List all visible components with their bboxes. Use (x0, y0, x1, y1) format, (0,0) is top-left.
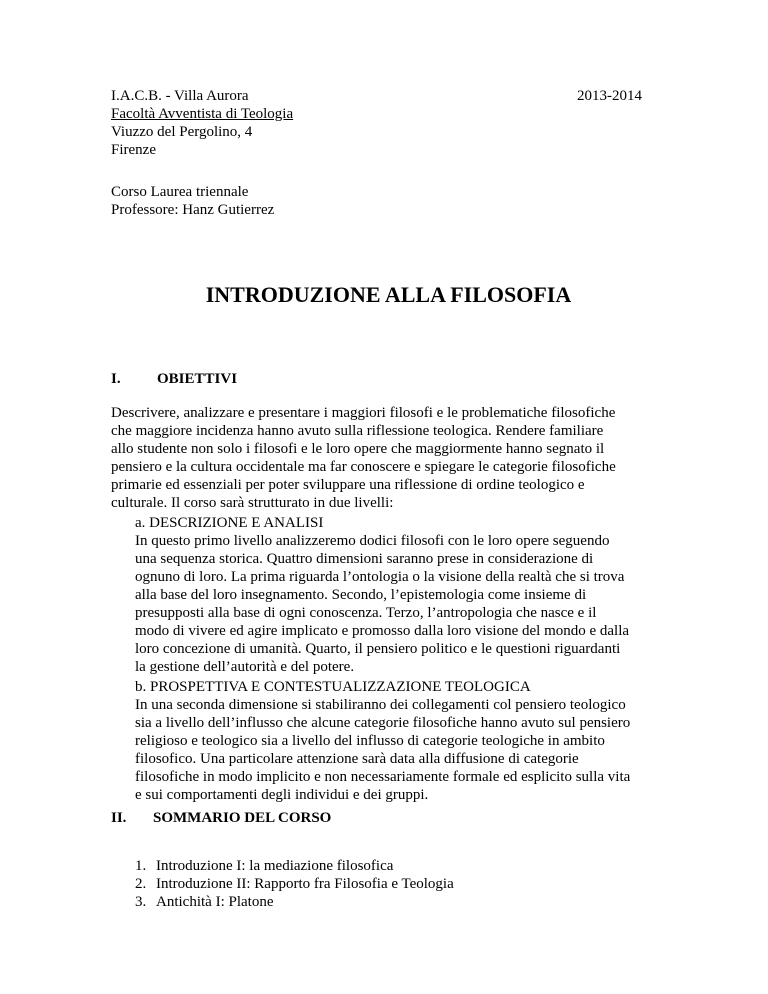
paragraph-line: ognuno di loro. La prima riguarda l’ontologia o la visione della realtà che si trova (135, 569, 625, 585)
objectives-paragraph (111, 404, 671, 512)
list-item-number: 2. (135, 876, 147, 892)
paragraph-line: filosofico. Una particolare attenzione sarà data alla diffusione di categorie (135, 751, 579, 767)
section-heading-objectives (111, 370, 237, 388)
paragraph-line: la gestione dell’autorità e del potere. (135, 659, 355, 675)
course-info-block (111, 183, 274, 219)
paragraph-line: In questo primo livello analizzeremo dodici filosofi con le loro opere seguendo (135, 533, 610, 549)
list-item-text: Introduzione II: Rapporto fra Filosofia e Teologia (156, 876, 454, 892)
subsection-heading: a. DESCRIZIONE E ANALISI (135, 515, 324, 531)
list-item-number: 1. (135, 858, 147, 874)
section-number: I. (111, 371, 121, 387)
list-item-text: Antichità I: Platone (156, 894, 274, 910)
subsection-description-analysis (135, 514, 675, 676)
city: Firenze (111, 142, 156, 158)
paragraph-line: filosofiche in modo implicito e non necessariamente formale ed esplicito sulla vita (135, 769, 631, 785)
paragraph-line: loro concezione di umanità. Quarto, il pensiero politico e le questioni riguardanti (135, 641, 621, 657)
institution-name: I.A.C.B. - Villa Aurora (111, 88, 249, 104)
section-heading-course-summary (111, 809, 331, 827)
list-item (135, 875, 454, 893)
list-item-text: Introduzione I: la mediazione filosofica (156, 858, 394, 874)
paragraph-line: religioso e teologico sia a livello del influsso di categorie teologiche in ambito (135, 733, 605, 749)
list-item (135, 857, 454, 875)
section-title: OBIETTIVI (157, 371, 238, 387)
paragraph-line: e sui comportamenti degli individui e dei gruppi. (135, 787, 429, 803)
paragraph-line: In una seconda dimensione si stabiliranno dei collegamenti col pensiero teologico (135, 697, 626, 713)
institution-address-block (111, 87, 293, 159)
section-number: II. (111, 810, 127, 826)
paragraph-line: sia a livello dell’influsso che alcune categorie filosofiche hanno avuto sul pensiero (135, 715, 631, 731)
course-professor: Professore: Hanz Gutierrez (111, 202, 275, 218)
list-item-number: 3. (135, 894, 147, 910)
paragraph-line: presupposti alla base di ogni conoscenza. Terzo, l’antropologia che nasce e il (135, 605, 597, 621)
academic-year: 2013-2014 (577, 88, 642, 104)
course-summary-list (135, 857, 454, 911)
paragraph-line: modo di vivere ed agire implicato e promosso dalla loro visione del mondo e dalla (135, 623, 630, 639)
paragraph-line: pensiero e la cultura occidentale ma far conoscere e spiegare le categorie filosofiche (111, 459, 616, 475)
section-title: SOMMARIO DEL CORSO (153, 810, 332, 826)
paragraph-line: una sequenza storica. Quattro dimensioni saranno prese in considerazione di (135, 551, 594, 567)
faculty-name: Facoltà Avventista di Teologia (111, 106, 294, 122)
paragraph-line: culturale. Il corso sarà strutturato in due livelli: (111, 495, 394, 511)
paragraph-line: allo studente non solo i filosofi e le loro opere che maggiormente hanno segnato il (111, 441, 605, 457)
paragraph-line: Descrivere, analizzare e presentare i maggiori filosofi e le problematiche filosofiche (111, 405, 616, 421)
street-address: Viuzzo del Pergolino, 4 (111, 124, 253, 140)
paragraph-line: che maggiore incidenza hanno avuto sulla riflessione teologica. Rendere familiare (111, 423, 604, 439)
list-item (135, 893, 454, 911)
course-level: Corso Laurea triennale (111, 184, 249, 200)
document-title: INTRODUZIONE ALLA FILOSOFIA (205, 282, 572, 307)
subsection-theological-perspective (135, 678, 675, 804)
paragraph-line: alla base del loro insegnamento. Secondo, l’epistemologia come insieme di (135, 587, 587, 603)
subsection-heading: b. PROSPETTIVA E CONTESTUALIZZAZIONE TEOLOGICA (135, 679, 531, 695)
paragraph-line: primarie ed essenziali per poter sviluppare una riflessione di ordine teologico e (111, 477, 585, 493)
